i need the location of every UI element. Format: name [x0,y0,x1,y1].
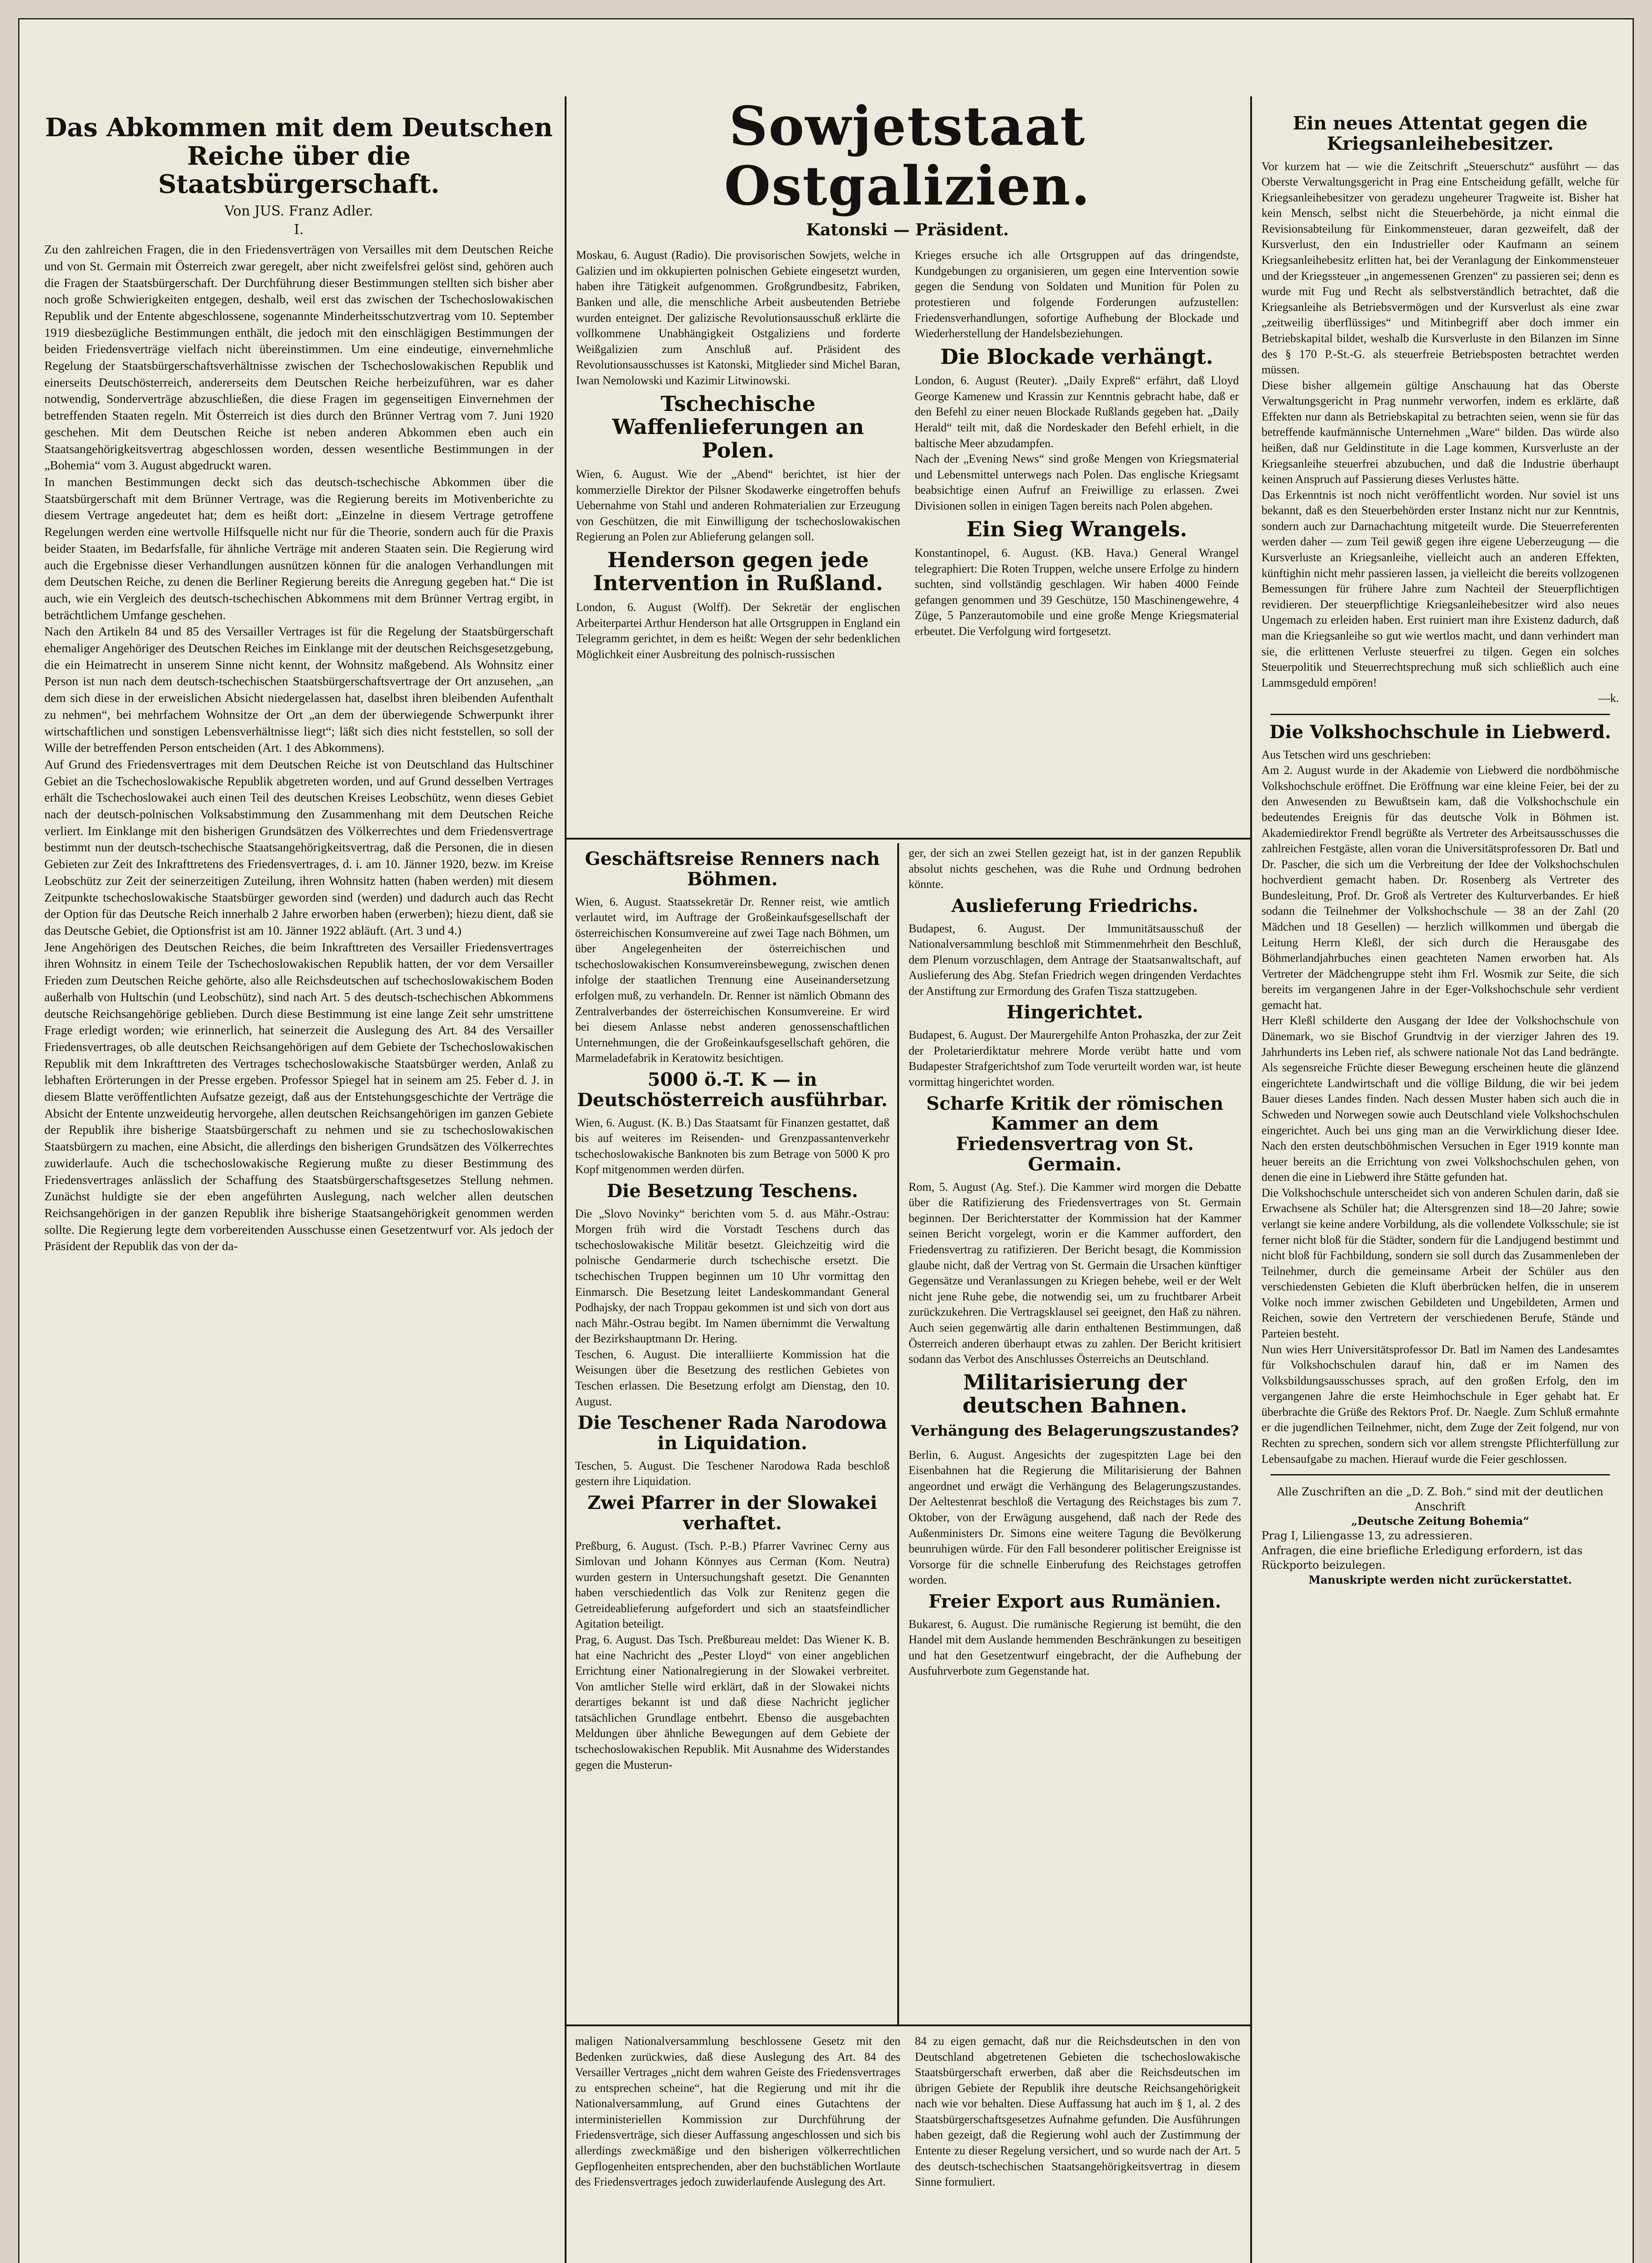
paragraph: Krieges ersuche ich alle Ortsgruppen auf das dringendste, Kundgebungen zu organisieren, um gegen eine Intervention sowie gegen die Sendung von Soldaten und Munition für Polen zu protestieren und folgende Forderungen aufzustellen: Friedensverhandlungen, sofortige Aufhebung der Blockade und Wiederherstellung der Handelsbeziehungen. [914,248,1239,340]
paragraph: Rom, 5. August (Ag. Stef.). Die Kammer wird morgen die Debatte über die Ratifizierung des Friedensvertrages von St. Germain beginnen. Der Berichterstatter der Kommission hat der Kammer seinen Bericht vorgelegt, worin er die Kammer auffordert, den Friedensvertrag zu ratifizieren. Der Bericht besagt, die Kommission glaube nicht, daß der Vertrag von St. Germain die Ursachen künftiger Gegensätze und Veranlassungen zu Kriegen behebe, weil er der Welt nicht jene Ruhe gebe, die notwendig sei, um zu fruchtbarer Arbeit zurückzukehren. Die Vertragsklausel sei geeignet, den Haß zu nähren. Auch seien gegenwärtig alle darin enthaltenen Bestimmungen, daß Österreich anderen überhaupt etwas zu zahlen. Der Bericht kritisiert sodann das Verbot des Anschlusses Österreichs an Deutschland. [909,1180,1241,1366]
newspaper-page [18,18,1634,2263]
column-rule-right [1250,96,1252,2263]
paragraph: Konstantinopel, 6. August. (KB. Hava.) General Wrangel telegraphiert: Die Roten Truppen, welche unsere Erfolge zu hindern suchten, sind vollständig geschlagen. Wir haben 4000 Feinde gefangen genommen und 39 Geschütze, 150 Maschinengewehre, 4 Züge, 5 Panzerautomobile und eine große Menge Kriegsmaterial erbeutet. Die Verfolgung wird fortgesetzt. [914,546,1239,638]
paragraph: Nun wies Herr Universitätsprofessor Dr. Batl im Namen des Landesamtes für Volkshochschulen darauf hin, daß er im Namen des Volksbildungsausschusses sprach, auf den großen Erfolg, den im vergangenen Jahre die erste Heimhochschule in Eger gehabt hat. Er überbrachte die Grüße des Rektors Prof. Dr. Naegle. Zum Schluß ermahnte er die jugendlichen Teilnehmer, nicht, dem Zuge der Zeit folgend, nur von Rechten zu sprechen, sondern sich vor allem strengste Pflichterfüllung zur Lebensaufgabe zu machen. Hierauf wurde die Feier geschlossen. [1262,1342,1619,1466]
paragraph: Wien, 6. August. Wie der „Abend“ berichtet, ist hier der kommerzielle Direktor der Pilsner Skodawerke eingetroffen behufs Uebernahme von Stahl und anderen Rohmaterialien zur Erzeugung von Geschützen, die mit Einwilligung der tschechoslowakischen Regierung an Polen zur Ablieferung gelangen soll. [576,468,900,544]
article-subtitle-bahnen: Verhängung des Belagerungszustandes? [910,1422,1239,1439]
center-top-col-b [915,248,1239,662]
main-headline: Sowjetstaat Ostgalizien. [724,96,1091,218]
paragraph: Das Erkenntnis ist noch nicht veröffentlicht worden. Nur soviel ist uns bekannt, daß es den Steuerbehörden erster Instanz nicht nur zur Kenntnis, sondern auch zur Darnachachtung mitgeteilt wurde. Die Steuerreferenten werden daher — zum Teil gewiß gegen ihre eigene Ueberzeugung — die Kursverluste an Kriegsanleihe, vielleicht auch an anderen Effekten, künftighin nicht mehr passieren lassen, ja vielleicht die bereits vollzogenen Bemessungen für frühere Jahre zum Nachteil der Steuerpflichtigen revidieren. Der steuerpflichtige Kriegsanleihebesitzer wird also neues Ungemach zu erleiden haben. Erst ruiniert man ihre Existenz dadurch, daß man die Kriegsanleihe so gut wie wertlos macht, und dann verhindert man sie, die erlittenen Verluste steuerfrei zu tilgen. Gegen ein solches Steuerpolitik und Steuerrechtsprechung muß sich schließlich auch eine Lammsgeduld empören! [1262,488,1619,689]
editorial-notice [1262,1485,1619,1587]
horizontal-rule-center [565,838,1252,840]
paragraph: Die Volkshochschule unterscheidet sich von anderen Schulen darin, daß sie Erwachsene als Schüler hat; die Altersgrenzen sind 18—20 Jahre; sowie verlangt sie keine andere Vorbildung, als die vollendete Volksschule; sie ist ferner nicht bloß für die Städter, sondern für die Landjugend bestimmt und nicht bloß für Fachbildung, sondern sie soll durch das Zusammenleben der Teilnehmer, durch die gemeinsame Arbeit der Schüler aus den verschiedensten Gebieten die Kluft überbrücken helfen, die in unserem Volke noch immer zwischen Gebildeten und Ungebildeten, Armen und Reichen, sowie den Vertretern der verschiedenen Berufe, Stände und Parteien besteht. [1262,1186,1619,1341]
left-column [44,110,553,2263]
horizontal-rule-bottom [565,2024,1252,2026]
byline: Von JUS. Franz Adler. [224,203,373,220]
article-title-staatsbuergerschaft: Das Abkommen mit dem Deutschen Reiche über die Staatsbürgerschaft. [45,113,553,200]
paragraph: Herr Kleßl schilderte den Ausgang der Idee der Volkshochschule von Dänemark, wo sie Bischof Grundtvig in der vierziger Jahren des 19. Jahrhunderts ins Leben rief, als schwere nationale Not das Land bedrängte. Als segensreiche Früchte dieser Bewegung erscheinen heute die glänzend eingerichtete Landwirtschaft und die völlige Bildung, die wir bei jedem Bauer dieses Landes finden. Nach dessen Muster haben sich auch die in Schweden und Norwegen sowie auch Deutschland viele Volkshochschulen eingerichtet. Auch bei uns ging man an die Verwirklichung dieser Idee. Nach den ersten deutschböhmischen Versuchen in Eger 1919 konnte man heuer bereits an die Errichtung von zwei Volkshochschulen gehen, von denen die eine in Liebwerd ihre Stätte gefunden hat. [1262,1014,1619,1184]
paragraph: maligen Nationalversammlung beschlossene Gesetz mit den Bedenken zurückwies, daß diese Auslegung des Art. 84 des Versailler Vertrages „nicht dem wahren Geiste des Friedensvertrages zu entsprechen scheine“, hat die Regierung und mit ihr die Nationalversammlung, auf Grund eines Gutachtens der interministeriellen Kommission zur Durchführung der Friedensverträge, sich dieser Auffassung angeschlossen und sich bis allerdings zweckmäßige und den bisherigen völkerrechtlichen Gepflogenheiten entsprechenden, aber den buchstäblichen Wortlaute des Friedensvertrages jedoch zuwiderlaufende Auslegung des Art. [575,2034,900,2189]
center-middle-right [909,845,1241,2020]
paragraph: Budapest, 6. August. Der Immunitätsausschuß der Nationalversammlung beschloß mit Stimmenmehrheit den Beschluß, dem Plenum vorzuschlagen, dem Antrage der Staatsanwaltschaft, auf Auslieferung des Abg. Stefan Friedrich wegen dringenden Verdachtes der Anstiftung zur Ermordung des Grafen Tisza stattzugeben. [909,921,1241,998]
center-bottom-col-b [915,2034,1240,2190]
paragraph: Vor kurzem hat — wie die Zeitschrift „Steuerschutz“ ausführt — das Oberste Verwaltungsgericht in Prag eine Entscheidung gefällt, welche für Kriegsanleihebesitzer von geradezu ungeheurer Tragweite ist. Bisher hat kein Mensch, selbst nicht die Steuerbehörde, ja nicht einmal die Revisionsabteilung für Einkommensteuer, daran gezweifelt, daß der Kursverlust, den ein Industrieller oder Kaufmann an seinem Kriegsanleihebesitz erlitten hat, bei der Veranlagung der Einkommensteuer und der Kriegssteuer „in angemessenen Grenzen“ zu passieren sei; denn es wurde mit Fug und Recht als selbstverständlich betrachtet, daß die Kriegsanleihe als Betriebsvermögen und der Kursverlust als eine zwar „zeitweilig überflüssiges“ und Mitinbegriff aber doch immer ein Betriebskapital bildet, weshalb die Kursverluste in den Bilanzen im Sinne des § 170 P.-St.-G. als steuerfreie Betriebsposten betrachtet werden müssen. [1262,159,1619,377]
paragraph: Aus Tetschen wird uns geschrieben: [1262,748,1431,761]
signature: —k. [1598,692,1619,705]
paragraph: Berlin, 6. August. Angesichts der zugespitzten Lage bei den Eisenbahnen hat die Regierung die Militarisierung der Bahnen angeordnet und erwägt die Verhängung des Belagerungszustandes. Der Aeltestenrat beschloß die Vertagung des Reichstages bis zum 7. Oktober, von der Erwägung ausgehend, daß nach der Rede des Außenministers Dr. Simons eine weitere Tagung die Bevölkerung beunruhigen würde. Für den Fall besonderer politischer Ereignisse ist Vorsorge für die schnelle Einberufung des Reichstages getroffen worden. [909,1448,1241,1587]
article-title-hingerichtet: Hingerichtet. [1006,1002,1143,1023]
paragraph: ger, der sich an zwei Stellen gezeigt hat, ist in der ganzen Republik absolut nichts geschehen, was die Ruhe und Ordnung bedrohen könnte. [909,846,1241,891]
article-title-rada-narodowa: Die Teschener Rada Narodowa in Liquidation. [577,1412,887,1454]
paragraph: Prag, 6. August. Das Tsch. Preßbureau meldet: Das Wiener K. B. hat eine Nachricht des „Pester Lloyd“ von einer angeblichen Errichtung einer Nationalregierung in der Slowakei verbreitet. Von amtlicher Stelle wird erklärt, daß in der Slowakei nichts derartiges bekannt ist und daß diese Nachricht jeglicher tatsächlichen Grundlage entbehrt. Ebenso die ausgebachten Meldungen über ähnliche Bewegungen auf dem Gebiete der tschechoslowakischen Republik. Mit Ausnahme des Widerstandes gegen die Musterun- [575,1633,890,1771]
paragraph: Diese bisher allgemein gültige Anschauung hat das Oberste Verwaltungsgericht in Prag nunmehr verworfen, indem es erklärte, daß Effekten nur dann als Betriebskapital zu betrachten seien, wenn sie für das betreffende kaufmännische Unternehmen „Ware“ bilden. Das würde also heißen, daß nur Geldinstitute in die Lage kommen, Kursverluste an der Kriegsanleihe steuerfrei abzubuchen, und daß die Industrie überhaupt keinen Anspruch auf Passierung dieses Verlustes hätte. [1262,378,1619,486]
paragraph: Teschen, 5. August. Die Teschener Narodowa Rada beschloß gestern ihre Liquidation. [575,1459,890,1488]
center-bottom-columns [575,2034,1240,2190]
article-title-friedrich: Auslieferung Friedrichs. [951,895,1199,917]
paragraph: Bukarest, 6. August. Die rumänische Regierung ist bemüht, die den Handel mit dem Auslande hemmenden Beschränkungen zu beseitigen und hat den Gesetzentwurf eingebracht, der die Aufhebung der Ausfuhrverbote zum Gegenstande hat. [909,1617,1241,1678]
article-title-rumaenien: Freier Export aus Rumänien. [928,1590,1222,1612]
paragraph: Moskau, 6. August (Radio). Die provisorischen Sowjets, welche in Galizien und im okkupierten polnischen Gebiete eingesetzt wurden, haben ihre Tätigkeit aufgenommen. Großgrundbesitz, Fabriken, Banken und alle, die menschliche Arbeit ausbeutenden Betriebe wurden enteignet. Der galizische Revolutionsausschuß erklärte die vollkommene Unabhängigkeit Ostgaliziens und forderte Weißgalizien zum Anschluß auf. Präsident des Revolutionsausschusses ist Katonski, Mitglieder sind Michel Baran, Iwan Nemolowski und Kazimir Litwinowski. [576,248,900,387]
article-title-banknoten: 5000 ö.-T. K — in Deutschösterreich ausführbar. [577,1069,888,1111]
paragraph: Auf Grund des Friedensvertrages mit dem Deutschen Reiche ist von Deutschland das Hultschiner Gebiet an die Tschechoslowakische Republik abgetreten worden, und auf Grund desselben Vertrages erhält die Tschechoslowakei auch einen Teil des deutschen Kreises Leobschütz, wenn dieses Gebiet nach der deutsch-polnischen Volksabstimmung den Zusammenhang mit dem Deutschen Reiche verliert. Im Einklange mit den bisherigen Grundsätzen des Völkerrechtes und dem Friedensvertrage bestimmt nun der deutsch-tschechische Staatsangehörigkeitsvertrag, daß die Personen, die in diesen Gebieten zur Zeit des Inkrafttretens des Friedensvertrages, d. i. am 10. Jänner 1920, bezw. im Kreise Leobschütz zur Zeit der seinerzeitigen Zuteilung, ihren Wohnsitz hatten (haben werden) mit diesem Zeitpunkte tschechoslowakische Staatsbürger geworden sind (werden) und dadurch auch das Recht der Option für das Deutsche Reich innerhalb 2 Jahre erworben haben (erwerben); hiezu dient, daß sie das Deutsche Gebiet, die Optionsfrist ist am 10. Jänner 1922 abläuft. (Art. 3 und 4.) [44,757,553,937]
article-title-teschen: Die Besetzung Teschens. [606,1180,858,1202]
paragraph: Nach den Artikeln 84 und 85 des Versailler Vertrages ist für die Regelung der Staatsbürgerschaft ehemaliger Angehöriger des Deutschen Reiches im Einklange mit der deutschen Reichsgesetzgebung, die ein Heimatrecht in unserem Sinne nicht kennt, der Wohnsitz maßgebend. Als Wohnsitz einer Person ist nun nach dem deutsch-tschechischen Staatsbürgerschaftsvertrage der Ort anzusehen, „an dem sich diese in der erweislichen Absicht niedergelassen hat, daselbst ihren bleibenden Aufenthalt zu nehmen“, bei mehrfachem Wohnsitze der Ort „an dem der überwiegende Schwerpunkt ihrer wirtschaftlichen und sonstigen Lebensverhältnisse liegt“; läßt sich dies nicht feststellen, so soll der Wille der betreffenden Person entscheiden (Art. 1 des Abkommens). [44,624,553,755]
right-column [1262,110,1619,2263]
article-title-pfarrer: Zwei Pfarrer in der Slowakei verhaftet. [587,1492,877,1534]
column-rule-left [565,96,567,2263]
main-subtitle: Katonski — Präsident. [806,220,1009,240]
paragraph: 84 zu eigen gemacht, daß nur die Reichsdeutschen in den von Deutschland abgetretenen Gebieten die tschechoslowakische Staatsbürgerschaft erwerben, daß aber die Reichsdeutschen im übrigen Gebiete der Republik ihre deutsche Reichsangehörigkeit nach wie vor behalten. Diese Auffassung hat auch im § 1, al. 2 des Staatsbürgerschaftsgesetzes Aufnahme gefunden. Die Ausführungen haben gezeigt, daß die Regierung wohl auch der Zustimmung der Entente zu dieser Regelung versichert, und so wurde nach der Art. 5 des deutsch-tschechischen Staatsangehörigkeitsvertrag in diesem Sinne formuliert. [915,2034,1240,2189]
paragraph: Wien, 6. August. (K. B.) Das Staatsamt für Finanzen gestattet, daß bis auf weiteres im Reisenden- und Grenzpassantenverkehr tschechoslowakische Banknoten bis zum Betrage von 5000 K pro Kopf mitgenommen werden dürfen. [575,1116,890,1176]
notice-line: Prag I, Liliengasse 13, zu adressieren. [1262,1529,1473,1542]
article-title-waffenlieferungen: Tschechische Waffenlieferungen an Polen. [612,391,864,463]
column-rule-center [897,843,899,2024]
center-middle-left [575,845,890,2020]
paragraph: In manchen Bestimmungen deckt sich das deutsch-tschechische Abkommen über die Staatsbürgerschaft mit dem Brünner Vertrage, was die Regierung bereits im Motivenberichte zu diesem Vertrage angedeutet hat; dem es heißt dort: „Einzelne in diesem Vertrage getroffene Regelungen werden eine wertvolle Hilfsquelle nicht nur für die Theorie, sondern auch für die Praxis beider Staaten, im Bedarfsfalle, für ähnliche Verträge mit anderen Staaten sein. Die Regierung wird auch die Ergebnisse dieser Verhandlungen ausnützen können für die analogen Verhandlungen mit dem Deutschen Reiche, zu denen die Berliner Regierung bereits die Anregung gegeben hat.“ Die ist auch, wie ein Vergleich des deutsch-tschechischen Abkommens mit dem Brünner Vertrag ergibt, in beträchtlichem Umfange geschehen. [44,475,553,622]
divider [1271,714,1610,715]
article-title-wrangel: Ein Sieg Wrangels. [966,516,1187,541]
center-top-col-a [576,248,900,662]
section-number: I. [294,222,304,238]
paragraph: Preßburg, 6. August. (Tsch. P.-B.) Pfarrer Vavrinec Cerny aus Simlovan und Johann Könnyes aus Cerman (Kom. Neutra) wurden gestern in Untersuchungshaft gesetzt. Die Genannten haben verschiedentlich das Volk zur Renitenz gegen die Getreideablieferung aufgefordert und sich an staatsfeindlicher Agitation beteiligt. [575,1539,890,1631]
center-bottom [575,2034,1240,2263]
article-title-renner: Geschäftsreise Renners nach Böhmen. [585,848,880,890]
paragraph: London, 6. August (Reuter). „Daily Expreß“ erfährt, daß Lloyd George Kamenew und Krassin zur Kenntnis gebracht habe, daß er den Befehl zu einer neuen Blockade Rußlands gegeben hat. „Daily Herald“ teilt mit, daß die Nordeskader den Befehl erhielt, in die baltische Meer abzudampfen. [914,374,1239,450]
paragraph: Teschen, 6. August. Die interalliierte Kommission hat die Weisungen über die Besetzung des restlichen Gebietes von Teschen erlassen. Die Besetzung erfolgt am Dienstag, den 10. August. [575,1347,890,1408]
center-top-columns [576,248,1239,662]
paragraph: Nach der „Evening News“ sind große Mengen von Kriegsmaterial und Lebensmittel unterwegs nach Polen. Das englische Kriegsamt beabsichtige einen Aufruf an Freiwillige zu erlassen. Zwei Divisionen sollen in einigen Tagen bereits nach Polen abgehen. [914,452,1239,512]
paragraph: Am 2. August wurde in der Akademie von Liebwerd die nordböhmische Volkshochschule eröffnet. Die Eröffnung war eine kleine Feier, bei der zu den Anwesenden zu Bewußtsein kam, daß die Volkshochschule ein bedeutendes Ereignis für das deutsche Volk in Böhmen ist. Akademiedirektor Frendl begrüßte als Vertreter des Arbeitsausschusses die zahlreichen Festgäste, allen voran die Universitätsprofessoren Dr. Batl und Dr. Pascher, die sich um die Verbreitung der Idee der Volkshochschulen hochverdient gemacht haben. Dr. Rosenberg als Vertreter des Bundesleitung, Prof. Dr. Groß als Vertreter des Kulturverbandes. Er hieß sodann die Teilnehmer der Volkshochschule — 38 an der Zahl (20 Mädchen und 18 Gesellen) — herzlich willkommen und übergab die Leitung Herrn Kleßl, der sich durch die Herausgabe des Böhmerlandjahrbuches einen geachteten Namen erworben hat. Als Vertreter der Mädchengruppe steht ihm Frl. Wosmik zur Seite, die sich bereits im vergangenen Jahre in der Eger-Volkshochschule sehr verdient gemacht hat. [1262,764,1619,1012]
paragraph: Zu den zahlreichen Fragen, die in den Friedensverträgen von Versailles mit dem Deutschen Reiche und von St. Germain mit Österreich zwar geregelt, aber nicht zweifelsfrei gelöst sind, gehören auch die Fragen der Staatsbürgerschaft. Der Durchführung dieser Bestimmungen stellten sich bisher aber noch große Schwierigkeiten entgegen, deshalb, weil erst das zwischen der Tschechoslowakischen Republik und der Entente abgeschlossene, sogenannte Minderheitsschutzvertrag vom 10. September 1919 diesbezügliche Bestimmungen enthält, die jedoch mit den einschlägigen Bestimmungen der beiden Friedensverträge vielfach nicht übereinstimmen. Um eine eindeutige, einvernehmliche Regelung der Staatsbürgerschaftsverhältnisse zwischen der Tschechoslowakischen Republik und einerseits Deutschösterreich, andererseits dem Deutschen Reiche herbeizuführen, war es daher notwendig, Sonderverträge abzuschließen, die diese Fragen im gegenseitigen Einvernehmen der betreffenden Staaten regeln. Mit Österreich ist dies durch den Brünner Vertrag vom 7. Juni 1920 geschehen. Mit dem Deutschen Reiche ist neben anderen Abkommen eben auch ein Staatsangehörigkeitsvertrag abgeschlossen worden, dessen wesentliche Bestimmungen in der „Bohemia“ vom 3. August abgedruckt waren. [44,242,553,473]
article-title-bahnen: Militarisierung der deutschen Bahnen. [962,1370,1187,1418]
center-top [576,96,1239,830]
notice-line: Anfragen, die eine briefliche Erledigung erfordern, ist das Rückporto beizulegen. [1262,1544,1583,1572]
notice-paper-name: „Deutsche Zeitung Bohemia“ [1351,1514,1529,1528]
paragraph: Die „Slovo Novinky“ berichten vom 5. d. aus Mähr.-Ostrau: Morgen früh wird die Vorstadt Teschens durch das tschechoslowakische Militär besetzt. Gleichzeitig wird die polnische Gendarmerie durch tschechische ersetzt. Die tschechischen Truppen beginnen um 10 Uhr vormittag den Einmarsch. Die Besetzung leitet Landeskommandant General Podhajsky, der nach Troppau gekommen ist und sich von dort aus nach Mähr.-Ostrau begibt. Im Namen übernimmt die Verwaltung der Bezirkshauptmann Dr. Hering. [575,1207,890,1346]
article-title-volkshochschule: Die Volkshochschule in Liebwerd. [1269,721,1611,743]
notice-line: Alle Zuschriften an die „D. Z. Boh.“ sind mit der deutlichen Anschrift [1277,1485,1604,1513]
paragraph: Budapest, 6. August. Der Maurergehilfe Anton Prohaszka, der zur Zeit der Proletarierdiktatur mehrere Morde verübt hatte und vom Budapester Strafgerichtshof zum Tode verurteilt worden war, ist heute vormittag hingerichtet worden. [909,1028,1241,1089]
article-title-blockade: Die Blockade verhängt. [940,344,1214,369]
article-title-henderson: Henderson gegen jede Intervention in Rußland. [593,547,883,596]
paragraph: Wien, 6. August. Staatssekretär Dr. Renner reist, wie amtlich verlautet wird, im Auftrage der Großeinkaufsgesellschaft der österreichischen Konsumvereine auf zwei Tage nach Böhmen, um über Angelegenheiten der österreichischen und tschechoslowakischen Konsumvereinsbewegung, zwischen denen infolge der staatlichen Trennung eine Auseinandersetzung erfolgen muß, zu verhandeln. Dr. Renner ist nämlich Obmann des Zentralverbandes der österreichischen Konsumvereine. Er wird bei diesem Anlasse nebst anderen genossenschaftlichen Unternehmungen, die der Großeinkaufsgesellschaft gehören, die Marmeladefabrik in Keratowitz besichtigen. [575,895,890,1065]
paragraph: Jene Angehörigen des Deutschen Reiches, die beim Inkrafttreten des Versailler Friedensvertrages ihren Wohnsitz in einem Teile der Tschechoslowakischen Republik hatten, der vor dem Versailler Frieden zum Deutschen Reiche gehörte, also alle Reichsdeutschen auf tschechoslowakischem Boden außerhalb von Hultschin (und Leobschütz), sind nach Art. 5 des deutsch-tschechischen Abkommens deutsche Reichsangehörige geblieben. Durch diese Bestimmung ist eine lange Zeit sehr umstrittene Frage erledigt worden; wie erinnerlich, hat seinerzeit die Auslegung des Art. 84 des Versailler Friedensvertrages, ob alle deutschen Reichsangehörigen auf dem Gebiete der Tschechoslowakischen Republik mit dem Inkrafttreten des Vertrages tschechoslowakische Staatsbürger werden, Anlaß zu lebhaften Erörterungen in der Presse ergeben. Professor Spiegel hat in seinem am 25. Feber d. J. in diesem Blatte veröffentlichten Aufsatze gezeigt, daß aus der Entstehungsgeschichte der Verträge die Absicht der Entente unzweideutig hervorgehe, allen deutschen Reichsangehörigen im ganzen Gebiete der Republik ihre bisherige Staatsbürgerschaft zu nehmen und sie zu tschechoslowakischen Staatsbürgern zu machen, eine Absicht, die allerdings den bisherigen Grundsätzen des Völkerrechtes zuwiderlaufe. Auch die tschechoslowakische Regierung mußte zu dieser Bestimmung des Friedensvertrages anlässlich der Schaffung des Staatsbürgerschaftsgesetzes Stellung nehmen. Zunächst huldigte sie der eben angeführten Auslegung, nach welcher allen deutschen Reichsangehörigen in der ganzen Republik ihre bisherige Staatsangehörigkeit genommen werden sollte. Die Regierung legte dem vorbereitenden Ausschusse einen Gesetzentwurf vor. Als jedoch der Präsident der Republik das von der da- [44,940,553,1253]
notice-line: Manuskripte werden nicht zurückerstattet. [1308,1573,1572,1586]
divider [1271,1474,1610,1475]
article-title-roemische-kammer: Scharfe Kritik der römischen Kammer an dem Friedensvertrag von St. Germain. [926,1093,1224,1175]
center-bottom-col-a [575,2034,900,2190]
paragraph: London, 6. August (Wolff). Der Sekretär der englischen Arbeiterpartei Arthur Henderson hat alle Ortsgruppen in England ein Telegramm gerichtet, in dem es heißt: Wegen der sehr bedenklichen Möglichkeit einer Ausbreitung des polnisch-russischen [576,600,900,661]
article-title-attentat: Ein neues Attentat gegen die Kriegsanleihebesitzer. [1293,113,1588,154]
